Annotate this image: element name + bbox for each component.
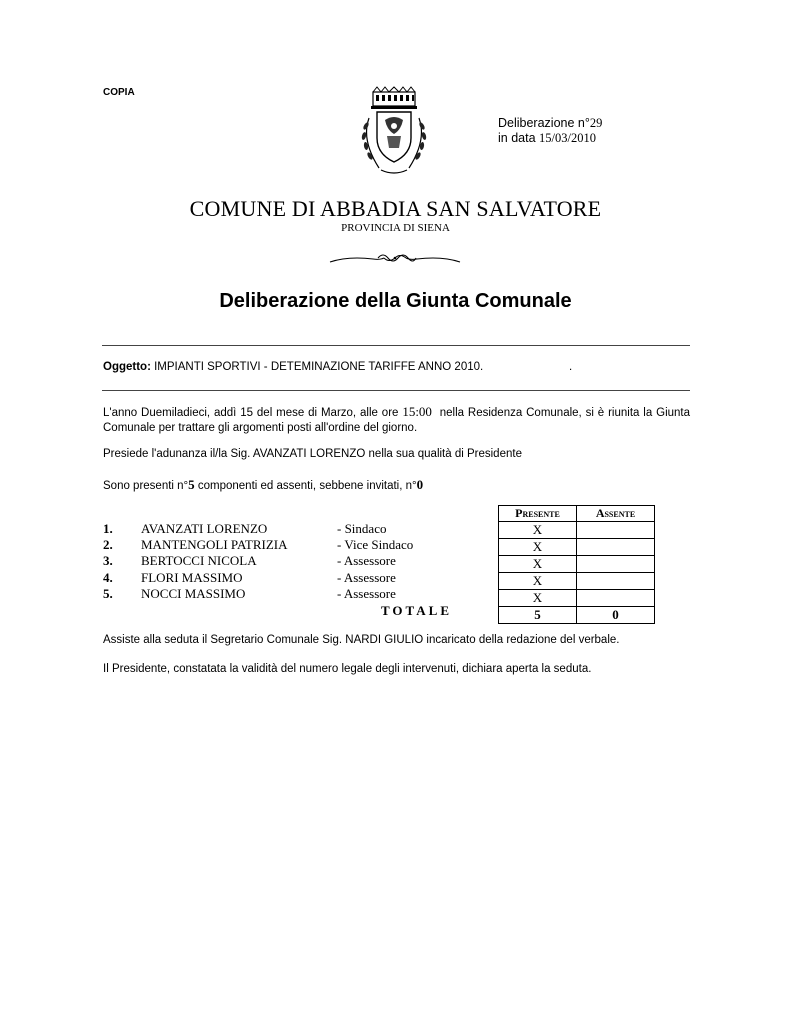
member-role: - Sindaco bbox=[337, 521, 387, 536]
deliberation-reference bbox=[498, 116, 602, 146]
present-cell: X bbox=[499, 590, 577, 607]
total-absent: 0 bbox=[577, 607, 655, 624]
absent-cell bbox=[577, 573, 655, 590]
subject-text: IMPIANTI SPORTIVI - DETEMINAZIONE TARIFFE ANNO 2010. bbox=[154, 361, 484, 373]
total-present: 5 bbox=[499, 607, 577, 624]
member-number: 3. bbox=[103, 553, 113, 569]
intro-text-1: L'anno Duemiladieci, addì 15 del mese di Marzo, alle ore bbox=[103, 407, 399, 419]
member-name: MANTENGOLI PATRIZIA bbox=[141, 537, 288, 553]
present-cell: X bbox=[499, 522, 577, 539]
deliberation-number-label: Deliberazione n° bbox=[498, 116, 590, 130]
subject-label: Oggetto: bbox=[103, 361, 151, 373]
absent-cell bbox=[577, 539, 655, 556]
member-name: NOCCI MASSIMO bbox=[141, 585, 246, 601]
table-row bbox=[499, 573, 655, 590]
member-role: - Assessore bbox=[337, 585, 396, 601]
attendance-text-1: Sono presenti n° bbox=[103, 480, 189, 492]
table-row bbox=[499, 522, 655, 539]
member-name: BERTOCCI NICOLA bbox=[141, 553, 257, 569]
member-number: 1. bbox=[103, 521, 113, 536]
member-role: - Assessore bbox=[337, 569, 396, 585]
meeting-time: 15:00 bbox=[402, 404, 432, 419]
municipal-crest-icon bbox=[355, 86, 433, 178]
member-role: - Assessore bbox=[337, 553, 396, 569]
present-column-header: Presente bbox=[499, 506, 577, 522]
deliberation-date: 15/03/2010 bbox=[539, 131, 596, 145]
province-name: PROVINCIA DI SIENA bbox=[341, 222, 450, 234]
deliberation-date-label: in data bbox=[498, 131, 536, 145]
member-role: - Vice Sindaco bbox=[337, 537, 414, 553]
absent-cell bbox=[577, 590, 655, 607]
present-count: 5 bbox=[188, 477, 195, 492]
page-title: Deliberazione della Giunta Comunale bbox=[219, 290, 572, 312]
divider bbox=[102, 345, 690, 346]
member-number: 4. bbox=[103, 569, 113, 585]
copy-label: COPIA bbox=[103, 87, 135, 98]
subject-line bbox=[103, 361, 691, 373]
subject-trailing-dot: . bbox=[569, 361, 573, 373]
member-name: AVANZATI LORENZO bbox=[141, 521, 268, 536]
total-row bbox=[499, 607, 655, 624]
present-cell: X bbox=[499, 539, 577, 556]
absent-count: 0 bbox=[416, 477, 424, 492]
present-cell: X bbox=[499, 573, 577, 590]
total-label: TOTALE bbox=[381, 603, 452, 618]
table-row bbox=[499, 590, 655, 607]
attendance-summary bbox=[103, 477, 690, 494]
member-number: 5. bbox=[103, 585, 113, 601]
table-row bbox=[499, 556, 655, 573]
attendance-text-2: componenti ed assenti, sebbene invitati, n° bbox=[197, 480, 417, 492]
divider bbox=[102, 390, 690, 391]
table-header-row bbox=[499, 506, 655, 522]
absent-column-header: Assente bbox=[577, 506, 655, 522]
absent-cell bbox=[577, 522, 655, 539]
municipality-name: COMUNE DI ABBADIA SAN SALVATORE bbox=[189, 196, 602, 221]
absent-cell bbox=[577, 556, 655, 573]
present-cell: X bbox=[499, 556, 577, 573]
deliberation-number: 29 bbox=[589, 116, 603, 130]
closing-paragraph: Il Presidente, constatata la validità del numero legale degli intervenuti, dichiara aperta la seduta. bbox=[103, 663, 592, 675]
presiding-paragraph: Presiede l'adunanza il/la Sig. AVANZATI LORENZO nella sua qualità di Presidente bbox=[103, 448, 522, 460]
attendance-table bbox=[498, 505, 655, 624]
decorative-flourish-icon bbox=[328, 250, 462, 266]
intro-text-2: nella Residenza Comunale, si è riunita la Giunta Comunale per trattare gli argomenti posti all'ordine del giorno. bbox=[103, 407, 691, 434]
member-number: 2. bbox=[103, 537, 113, 553]
secretary-paragraph: Assiste alla seduta il Segretario Comunale Sig. NARDI GIULIO incaricato della redazione del verbale. bbox=[103, 634, 620, 646]
table-row bbox=[499, 539, 655, 556]
member-name: FLORI MASSIMO bbox=[141, 569, 243, 585]
intro-paragraph bbox=[103, 404, 690, 436]
